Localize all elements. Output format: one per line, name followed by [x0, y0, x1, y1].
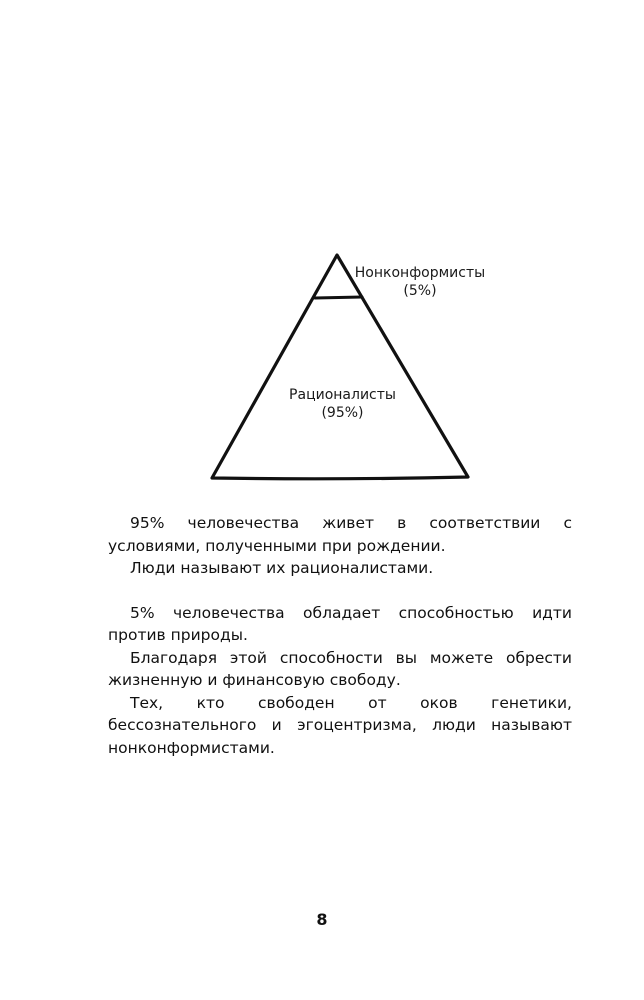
rationalists-label-share: (95%)	[321, 405, 364, 421]
nonconformists-label-name: Нонконформисты	[354, 265, 486, 281]
nonconformists-label-share: (5%)	[403, 283, 437, 299]
paragraph: Люди называют их рационалистами.	[130, 559, 434, 577]
page-number: 8	[316, 910, 328, 929]
rationalists-label-name: Рационалисты	[289, 387, 396, 403]
body-text	[108, 512, 572, 759]
paragraph: 95% человечества живет в соответствии с условиями, полученными при рождении.	[108, 514, 572, 555]
paragraph: Тех, кто свободен от оков генетики, бессознательного и эгоцентризма, люди называют нонконформистами.	[108, 693, 572, 757]
paragraph: 5% человечества обладает способностью идти против природы.	[108, 603, 572, 644]
paragraph: Благодаря этой способности вы можете обрести жизненную и финансовую свободу.	[108, 648, 572, 689]
rationalists-label	[275, 386, 410, 422]
nonconformists-label	[350, 264, 490, 300]
